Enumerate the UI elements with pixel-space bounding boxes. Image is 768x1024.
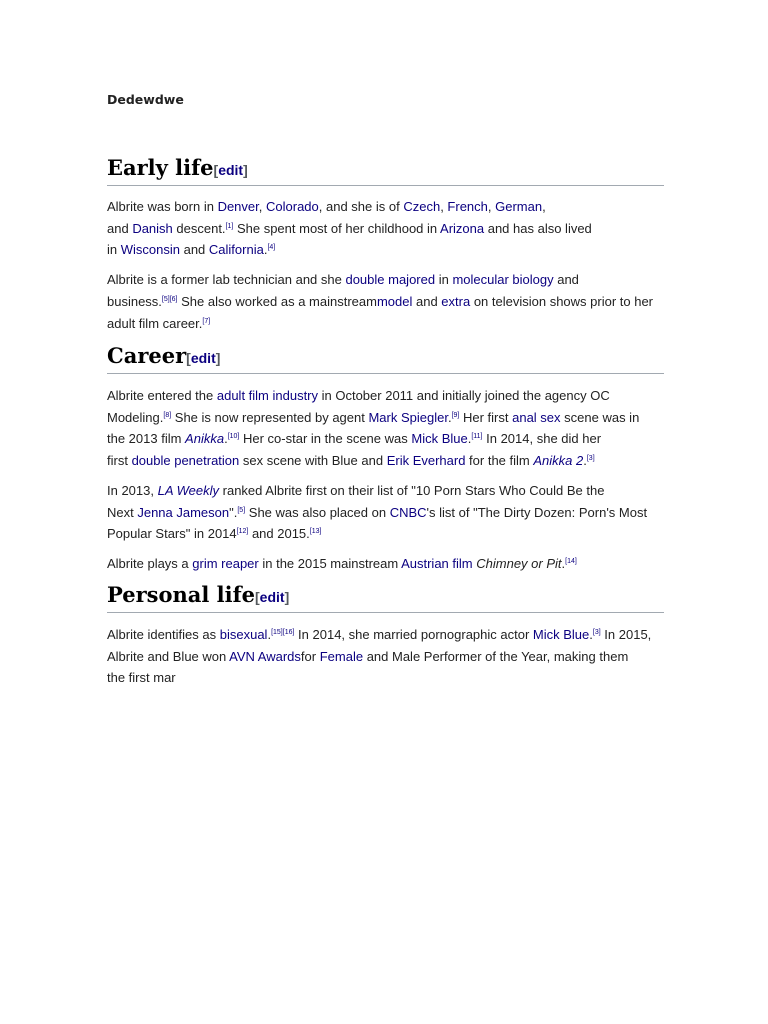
- paragraph: [107, 269, 664, 334]
- text: for: [300, 648, 320, 664]
- edit-link[interactable]: edit: [259, 589, 285, 605]
- text: Albrite and Blue won: [107, 648, 230, 664]
- edit-bracket-open: [: [186, 350, 191, 366]
- text: .: [447, 409, 452, 425]
- link-jenna-jameson[interactable]: Jenna Jameson: [137, 504, 230, 520]
- citation-ref[interactable]: [12]: [236, 528, 249, 536]
- citation-ref[interactable]: [5]: [237, 506, 246, 514]
- paragraph: [107, 196, 664, 261]
- text: first: [107, 453, 132, 469]
- link-mick-blue[interactable]: Mick Blue: [411, 431, 468, 447]
- text: , and she is of: [318, 199, 404, 214]
- text: Next: [107, 504, 138, 520]
- text: ,: [487, 199, 496, 214]
- link-female[interactable]: Female: [319, 648, 364, 664]
- citation-ref[interactable]: [7]: [202, 317, 211, 325]
- text: in: [107, 242, 121, 258]
- edit-bracket-close: ]: [284, 589, 290, 605]
- text: In 2015,: [600, 627, 652, 642]
- text: descent.: [172, 220, 226, 236]
- citation-ref[interactable]: [8]: [163, 411, 172, 419]
- link-german[interactable]: German: [495, 199, 543, 214]
- text: Her first: [459, 409, 513, 425]
- text: and Male Performer of the Year, making them: [363, 648, 629, 664]
- text: Popular Stars" in 2014: [107, 526, 237, 542]
- edit-link[interactable]: edit: [190, 350, 216, 366]
- edit-link[interactable]: edit: [218, 162, 244, 178]
- citation-ref[interactable]: [16]: [282, 629, 295, 636]
- link-french[interactable]: French: [447, 199, 488, 214]
- text: In 2014, she did her: [482, 431, 602, 447]
- section-career: [107, 342, 664, 575]
- text: Albrite was born in: [107, 199, 218, 214]
- text: for the film: [465, 453, 534, 469]
- text: adult film career.: [107, 315, 203, 331]
- link-anal-sex[interactable]: anal sex: [512, 409, 561, 425]
- text: .: [589, 627, 593, 642]
- text: .: [467, 431, 472, 447]
- text: In 2013,: [107, 482, 158, 498]
- text: and: [412, 293, 442, 309]
- link-danish[interactable]: Danish: [132, 220, 173, 236]
- heading-text: Career: [107, 343, 187, 368]
- publication-title: LA Weekly: [157, 482, 220, 498]
- text: Albrite plays a: [107, 555, 193, 571]
- link-molecular-biology[interactable]: molecular biology: [452, 272, 554, 288]
- link-extra[interactable]: extra: [441, 293, 471, 309]
- text: and: [179, 242, 209, 258]
- film-title: Anikka 2: [533, 453, 584, 469]
- citation-ref[interactable]: [3]: [586, 455, 595, 463]
- link-anikka-2[interactable]: [533, 453, 583, 468]
- heading-text: Early life: [107, 155, 214, 180]
- text: .: [263, 242, 268, 258]
- citation-ref[interactable]: [10]: [227, 433, 240, 441]
- text: .: [267, 627, 272, 642]
- section-early-life: [107, 154, 664, 334]
- text: and: [107, 220, 133, 236]
- link-denver[interactable]: Denver: [217, 199, 259, 214]
- text: business.: [107, 293, 162, 309]
- citation-ref[interactable]: [3]: [592, 629, 601, 636]
- text: in the 2015 mainstream: [258, 555, 402, 571]
- link-arizona[interactable]: Arizona: [440, 220, 485, 236]
- edit-bracket-open: [: [213, 162, 219, 178]
- section-heading: [107, 154, 664, 186]
- text: Modeling.: [107, 409, 164, 425]
- text: ranked Albrite first on their list of "10 Porn Stars Who Could Be the: [219, 482, 605, 498]
- link-bisexual[interactable]: bisexual: [219, 627, 268, 642]
- text: the 2013 film: [107, 431, 186, 447]
- film-title: Anikka: [185, 431, 225, 447]
- text: ".: [229, 504, 238, 520]
- citation-ref[interactable]: [9]: [451, 411, 460, 419]
- citation-ref[interactable]: [1]: [225, 222, 234, 230]
- text: and 2015.: [248, 526, 310, 542]
- text: She was also placed on: [245, 504, 390, 520]
- text: ,: [258, 199, 266, 214]
- citation-ref[interactable]: [13]: [309, 528, 322, 536]
- text: Albrite is a former lab technician and she: [107, 272, 346, 288]
- section-heading: [107, 581, 664, 613]
- link-mick-blue[interactable]: Mick Blue: [532, 627, 590, 642]
- text: She is now represented by agent: [171, 409, 369, 425]
- film-title: Chimney or Pit: [476, 555, 562, 571]
- link-la-weekly[interactable]: [158, 483, 219, 498]
- text: scene was in: [560, 409, 640, 425]
- text: 's list of "The Dirty Dozen: Porn's Most: [426, 504, 648, 520]
- text: Her co-star in the scene was: [239, 431, 412, 447]
- paragraph: [107, 624, 664, 689]
- text: .: [224, 431, 228, 447]
- paragraph: [107, 385, 664, 472]
- heading-text: Personal life: [107, 582, 255, 607]
- text: Albrite identifies as: [107, 627, 220, 642]
- text: ,: [542, 199, 546, 214]
- link-grim-reaper[interactable]: grim reaper: [192, 555, 259, 571]
- text: in October 2011 and initially joined the agency OC: [318, 388, 610, 403]
- text: She also worked as a mainstream: [177, 293, 377, 309]
- link-wisconsin[interactable]: Wisconsin: [120, 242, 180, 258]
- text: sex scene with Blue and: [239, 453, 387, 469]
- citation-ref[interactable]: [11]: [471, 433, 483, 441]
- paragraph: [107, 553, 664, 575]
- text: the first mar: [107, 670, 176, 686]
- link-double-penetration[interactable]: double penetration: [131, 453, 240, 469]
- link-czech[interactable]: Czech: [403, 199, 441, 214]
- link-cnbc[interactable]: CNBC: [389, 504, 427, 520]
- text: .: [561, 555, 566, 571]
- citation-ref[interactable]: [14]: [565, 557, 577, 565]
- link-double-majored[interactable]: double majored: [345, 272, 436, 288]
- link-erik-everhard[interactable]: Erik Everhard: [386, 453, 466, 469]
- text: .: [583, 453, 587, 469]
- text: Albrite entered the: [107, 388, 217, 403]
- link-mark-spiegler[interactable]: Mark Spiegler: [368, 409, 448, 425]
- link-colorado[interactable]: Colorado: [266, 199, 319, 214]
- link-anikka[interactable]: [185, 431, 224, 446]
- link-adult-film-industry[interactable]: adult film industry: [216, 388, 319, 403]
- paragraph: [107, 480, 664, 545]
- text: She spent most of her childhood in: [233, 220, 441, 236]
- link-avn-awards[interactable]: AVN Awards: [229, 648, 301, 664]
- citation-ref[interactable]: [5]: [161, 295, 170, 303]
- text: on television shows prior to her: [470, 293, 654, 309]
- citation-ref[interactable]: [6]: [169, 295, 178, 303]
- link-california[interactable]: California: [208, 242, 264, 258]
- section-heading: [107, 342, 664, 374]
- text: and has also lived: [484, 220, 592, 236]
- text: In 2014, she married pornographic actor: [294, 627, 533, 642]
- section-personal-life: [107, 581, 664, 689]
- link-austrian-film[interactable]: Austrian film: [401, 555, 473, 571]
- page-title: Dedewdwe: [107, 92, 184, 107]
- text: in: [435, 272, 453, 288]
- link-model[interactable]: model: [376, 293, 413, 309]
- edit-bracket-close: ]: [215, 350, 221, 366]
- text: and: [553, 272, 579, 288]
- citation-ref[interactable]: [15]: [271, 629, 283, 636]
- citation-ref[interactable]: [4]: [267, 244, 276, 252]
- edit-bracket-close: ]: [243, 162, 248, 178]
- edit-bracket-open: [: [255, 589, 260, 605]
- text: ,: [440, 199, 448, 214]
